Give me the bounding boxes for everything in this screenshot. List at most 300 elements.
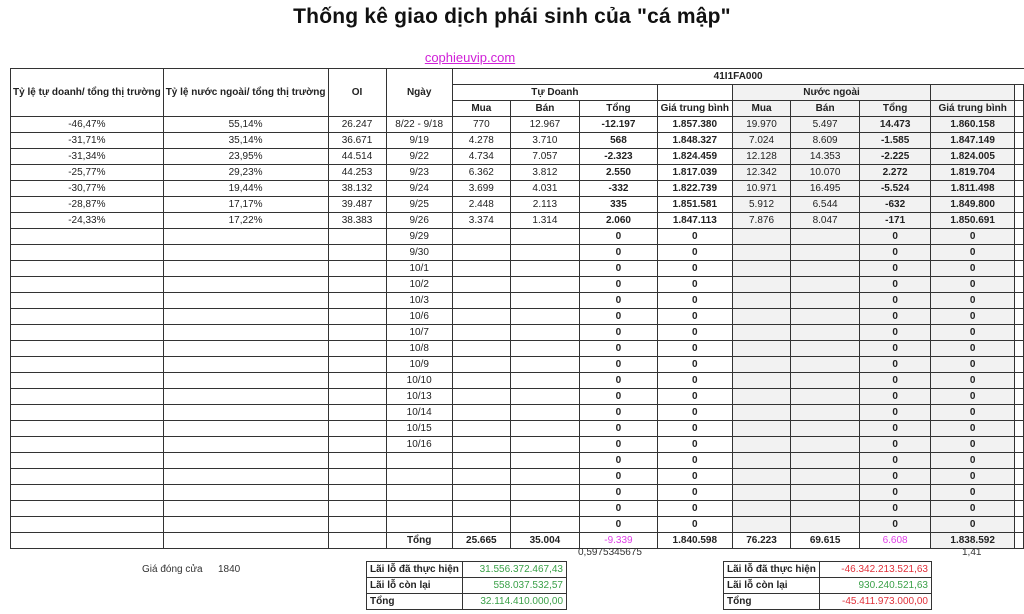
cell-date: 9/24 [386,181,452,197]
cell-prop-buy [452,357,510,373]
cell-date: 9/25 [386,197,452,213]
cell-prop-net: -12.197 [580,117,658,133]
cell-foreign-net: 0 [859,485,930,501]
cell-prop-avg: 1.817.039 [657,165,732,181]
cell-ratio-foreign [163,277,328,293]
cell-foreign-buy [732,517,791,533]
cell-oi [328,469,386,485]
pnl-prop-remaining-label: Lãi lỗ còn lại [367,578,463,594]
cell-foreign-sell: 6.544 [791,197,860,213]
cell-oi [328,341,386,357]
cell-ratio-prop: -46,47% [11,117,164,133]
cell-foreign-sell [791,341,860,357]
cell-prop-sell: 3.812 [510,165,579,181]
cell-foreign-avg: 0 [931,405,1015,421]
totals-prop-sell: 35.004 [510,533,579,549]
header-extra [1015,101,1024,117]
cell-date: 10/1 [386,261,452,277]
cell-ratio-prop [11,437,164,453]
cell-prop-avg: 0 [657,373,732,389]
cell-ratio-foreign: 19,44% [163,181,328,197]
cell-extra [1015,245,1024,261]
totals-prop-buy: 25.665 [452,533,510,549]
table-row [11,373,1024,389]
cell-oi [328,373,386,389]
pnl-prop-total-value: 32.114.410.000,00 [463,594,567,610]
cell-prop-net: 0 [580,421,658,437]
table-row [11,117,1024,133]
cell-prop-avg: 0 [657,517,732,533]
cell-prop-net: 0 [580,309,658,325]
cell-prop-sell [510,485,579,501]
cell-foreign-buy [732,421,791,437]
cell-ratio-prop: -30,77% [11,181,164,197]
cell-prop-net: 0 [580,437,658,453]
cell-extra [1015,469,1024,485]
cell-prop-net: 0 [580,277,658,293]
cell-foreign-buy [732,453,791,469]
cell-ratio-foreign: 17,22% [163,213,328,229]
cell-oi: 44.253 [328,165,386,181]
cell-prop-sell [510,421,579,437]
header-oi: OI [328,69,386,117]
cell-prop-buy [452,261,510,277]
cell-prop-avg: 0 [657,261,732,277]
cell-extra [1015,421,1024,437]
cell-prop-sell [510,309,579,325]
cell-foreign-sell: 14.353 [791,149,860,165]
pnl-foreign-realized-label: Lãi lỗ đã thực hiện [724,562,820,578]
header-prop-avg-blank [657,85,732,101]
totals-foreign-sell: 69.615 [791,533,860,549]
cell-prop-net: -332 [580,181,658,197]
cell-foreign-avg: 1.824.005 [931,149,1015,165]
cell-prop-sell: 1.314 [510,213,579,229]
cell-foreign-net: 0 [859,389,930,405]
cell-date [386,501,452,517]
cell-prop-sell: 4.031 [510,181,579,197]
cell-foreign-sell: 16.495 [791,181,860,197]
cell-foreign-sell [791,373,860,389]
cell-prop-net: 2.060 [580,213,658,229]
cell-foreign-net: 0 [859,229,930,245]
cell-foreign-net: 0 [859,325,930,341]
cell-foreign-buy [732,501,791,517]
cell-prop-buy: 6.362 [452,165,510,181]
header-foreign-sell: Bán [791,101,860,117]
cell-ratio-foreign: 35,14% [163,133,328,149]
cell-prop-sell [510,469,579,485]
cell-foreign-sell: 8.047 [791,213,860,229]
cell-prop-buy: 3.699 [452,181,510,197]
pnl-foreign-realized-value: -46.342.213.521,63 [820,562,932,578]
cell-foreign-buy: 12.128 [732,149,791,165]
cell-foreign-buy [732,261,791,277]
cell-prop-buy [452,437,510,453]
header-foreign-avg-blank [931,85,1015,101]
cell-extra [1015,261,1024,277]
cell-foreign-buy [732,469,791,485]
foreign-ratio-value: 1,41 [962,547,982,558]
cell-ratio-foreign [163,405,328,421]
cell-ratio-prop [11,277,164,293]
cell-extra [1015,309,1024,325]
cell-foreign-sell [791,501,860,517]
pnl-prop-table [366,561,567,610]
cell-prop-net: -2.323 [580,149,658,165]
cell-ratio-foreign [163,229,328,245]
cell-ratio-prop: -31,34% [11,149,164,165]
cell-foreign-sell [791,325,860,341]
cell-foreign-sell [791,277,860,293]
cell-ratio-prop [11,485,164,501]
table-row [11,293,1024,309]
cell-prop-net: 0 [580,469,658,485]
cell-prop-sell [510,229,579,245]
cell-oi: 38.132 [328,181,386,197]
header-date: Ngày [386,69,452,117]
cell-extra [1015,485,1024,501]
cell-prop-sell: 12.967 [510,117,579,133]
cell-prop-buy [452,325,510,341]
cell-oi [328,357,386,373]
cell-prop-net: 0 [580,325,658,341]
cell-prop-buy [452,389,510,405]
cell-prop-buy: 4.278 [452,133,510,149]
cell-foreign-net: 0 [859,309,930,325]
cell-ratio-prop [11,229,164,245]
cell-prop-net: 0 [580,405,658,421]
cell-prop-sell [510,293,579,309]
cell-ratio-prop [11,373,164,389]
cell-prop-buy [452,405,510,421]
cell-ratio-foreign [163,517,328,533]
cell-foreign-net: 14.473 [859,117,930,133]
cell-foreign-avg: 0 [931,245,1015,261]
cell-ratio-prop [11,357,164,373]
cell-prop-net: 0 [580,293,658,309]
cell-extra [1015,197,1024,213]
cell-foreign-buy: 19.970 [732,117,791,133]
header-ratio-foreign: Tỷ lệ nước ngoài/ tổng thị trường [163,69,328,117]
site-link[interactable]: cophieuvip.com [424,50,516,65]
cell-ratio-prop [11,453,164,469]
header-prop-sell: Bán [510,101,579,117]
cell-prop-avg: 0 [657,277,732,293]
table-row [11,421,1024,437]
cell-prop-avg: 0 [657,421,732,437]
cell-extra [1015,293,1024,309]
cell-prop-net: 0 [580,373,658,389]
cell-oi [328,405,386,421]
cell-ratio-foreign: 55,14% [163,117,328,133]
cell-foreign-sell [791,293,860,309]
pnl-prop-total-label: Tổng [367,594,463,610]
cell-oi [328,389,386,405]
cell-ratio-foreign [163,357,328,373]
cell-date [386,469,452,485]
cell-foreign-buy [732,229,791,245]
cell-prop-avg: 1.847.113 [657,213,732,229]
cell-oi [328,501,386,517]
cell-prop-avg: 1.857.380 [657,117,732,133]
table-row [11,389,1024,405]
cell-foreign-avg: 0 [931,469,1015,485]
cell-foreign-sell [791,453,860,469]
close-price-value: 1840 [218,564,241,575]
cell-foreign-sell [791,469,860,485]
cell-extra [1015,501,1024,517]
cell-foreign-avg: 0 [931,485,1015,501]
totals-row [11,533,1024,549]
cell-prop-sell [510,325,579,341]
cell-prop-avg: 1.851.581 [657,197,732,213]
cell-date: 10/15 [386,421,452,437]
cell-foreign-sell [791,437,860,453]
table-row [11,213,1024,229]
cell-prop-avg: 0 [657,437,732,453]
pnl-foreign-total-label: Tổng [724,594,820,610]
cell-foreign-buy: 10.971 [732,181,791,197]
cell-foreign-buy [732,357,791,373]
cell-prop-buy [452,373,510,389]
cell-prop-net: 0 [580,229,658,245]
cell-extra [1015,405,1024,421]
cell-prop-buy [452,485,510,501]
table-row [11,245,1024,261]
cell-foreign-sell [791,405,860,421]
cell-prop-sell: 7.057 [510,149,579,165]
cell-ratio-foreign [163,341,328,357]
cell-date: 9/23 [386,165,452,181]
cell-extra [1015,389,1024,405]
cell-prop-avg: 0 [657,501,732,517]
cell-prop-sell [510,277,579,293]
table-row [11,165,1024,181]
cell-foreign-avg: 1.850.691 [931,213,1015,229]
totals-label: Tổng [386,533,452,549]
cell-foreign-net: 0 [859,437,930,453]
table-row [11,197,1024,213]
cell-foreign-sell: 8.609 [791,133,860,149]
table-row [11,405,1024,421]
cell-foreign-buy [732,389,791,405]
cell-foreign-avg: 0 [931,293,1015,309]
cell-foreign-buy [732,437,791,453]
cell-prop-avg: 1.824.459 [657,149,732,165]
pnl-prop-remaining-value: 558.037.532,57 [463,578,567,594]
header-contract-code: 41I1FA000 [452,69,1023,85]
cell-date [386,485,452,501]
cell-foreign-sell [791,389,860,405]
cell-foreign-sell [791,421,860,437]
cell-prop-sell: 3.710 [510,133,579,149]
header-extra-blank [1015,85,1024,101]
cell-prop-buy [452,229,510,245]
cell-prop-buy [452,421,510,437]
cell-extra [1015,165,1024,181]
table-row [11,149,1024,165]
cell-prop-avg: 0 [657,485,732,501]
cell-extra [1015,149,1024,165]
cell-foreign-net: 0 [859,261,930,277]
cell-ratio-prop [11,421,164,437]
cell-prop-buy [452,453,510,469]
cell-oi: 44.514 [328,149,386,165]
cell-prop-buy [452,309,510,325]
cell-extra [1015,453,1024,469]
cell-ratio-prop [11,245,164,261]
cell-ratio-foreign [163,245,328,261]
cell-foreign-sell [791,357,860,373]
derivatives-table [10,68,1024,549]
cell-foreign-avg: 0 [931,357,1015,373]
header-prop-avg: Giá trung bình [657,101,732,117]
cell-extra [1015,133,1024,149]
cell-prop-buy [452,517,510,533]
cell-foreign-avg: 1.860.158 [931,117,1015,133]
cell-ratio-prop: -28,87% [11,197,164,213]
cell-foreign-sell: 10.070 [791,165,860,181]
cell-foreign-avg: 0 [931,389,1015,405]
cell-extra [1015,517,1024,533]
cell-prop-net: 0 [580,261,658,277]
cell-foreign-net: 0 [859,421,930,437]
cell-foreign-sell [791,517,860,533]
cell-ratio-foreign: 29,23% [163,165,328,181]
table-row [11,133,1024,149]
cell-foreign-buy: 7.024 [732,133,791,149]
cell-oi: 26.247 [328,117,386,133]
totals-foreign-buy: 76.223 [732,533,791,549]
cell-foreign-net: 0 [859,405,930,421]
cell-prop-net: 0 [580,453,658,469]
cell-foreign-avg: 0 [931,501,1015,517]
cell-oi [328,309,386,325]
table-row [11,325,1024,341]
table-row [11,277,1024,293]
cell-date [386,517,452,533]
cell-prop-buy [452,501,510,517]
cell-foreign-buy [732,309,791,325]
table-row [11,517,1024,533]
cell-prop-net: 0 [580,389,658,405]
cell-ratio-prop [11,341,164,357]
cell-prop-avg: 0 [657,309,732,325]
cell-date: 9/19 [386,133,452,149]
cell-foreign-sell: 5.497 [791,117,860,133]
cell-prop-sell [510,437,579,453]
cell-foreign-sell [791,245,860,261]
cell-ratio-foreign: 23,95% [163,149,328,165]
cell-prop-avg: 0 [657,245,732,261]
cell-prop-net: 568 [580,133,658,149]
cell-prop-net: 2.550 [580,165,658,181]
prop-ratio-value: 0,5975345675 [578,547,642,558]
cell-oi [328,453,386,469]
cell-prop-sell [510,357,579,373]
cell-extra [1015,325,1024,341]
table-row [11,357,1024,373]
cell-foreign-net: -632 [859,197,930,213]
cell-prop-sell [510,341,579,357]
cell-foreign-buy [732,341,791,357]
cell-prop-buy: 3.374 [452,213,510,229]
cell-foreign-avg: 0 [931,229,1015,245]
cell-prop-sell [510,517,579,533]
cell-foreign-sell [791,261,860,277]
cell-prop-net: 0 [580,357,658,373]
header-foreign-avg: Giá trung bình [931,101,1015,117]
cell-oi [328,517,386,533]
cell-prop-avg: 0 [657,389,732,405]
pnl-foreign-remaining-label: Lãi lỗ còn lại [724,578,820,594]
cell-date [386,453,452,469]
cell-ratio-prop [11,469,164,485]
cell-foreign-buy [732,293,791,309]
table-row [11,501,1024,517]
cell-oi: 36.671 [328,133,386,149]
cell-prop-net: 0 [580,485,658,501]
cell-date: 10/16 [386,437,452,453]
header-prop-net: Tổng [580,101,658,117]
cell-date: 9/30 [386,245,452,261]
cell-foreign-avg: 1.811.498 [931,181,1015,197]
cell-foreign-net: 0 [859,517,930,533]
cell-prop-buy: 2.448 [452,197,510,213]
cell-foreign-net: 0 [859,341,930,357]
cell-prop-net: 0 [580,501,658,517]
cell-foreign-sell [791,229,860,245]
cell-ratio-foreign [163,293,328,309]
cell-prop-buy [452,277,510,293]
cell-prop-avg: 0 [657,453,732,469]
cell-extra [1015,373,1024,389]
cell-date: 10/7 [386,325,452,341]
table-row [11,341,1024,357]
totals-foreign-net: 6.608 [859,533,930,549]
cell-foreign-buy: 5.912 [732,197,791,213]
cell-prop-sell [510,389,579,405]
header-prop-group: Tự Doanh [452,85,657,101]
totals-prop-net: -9.339 [580,533,658,549]
cell-oi [328,293,386,309]
header-prop-buy: Mua [452,101,510,117]
cell-prop-net: 0 [580,341,658,357]
cell-prop-sell [510,245,579,261]
cell-prop-buy: 770 [452,117,510,133]
cell-foreign-net: 0 [859,501,930,517]
cell-prop-sell [510,453,579,469]
cell-ratio-prop [11,309,164,325]
cell-foreign-net: 0 [859,469,930,485]
cell-foreign-buy: 7.876 [732,213,791,229]
pnl-prop-realized-value: 31.556.372.467,43 [463,562,567,578]
cell-prop-net: 0 [580,517,658,533]
cell-foreign-avg: 0 [931,325,1015,341]
header-ratio-prop: Tỷ lệ tự doanh/ tổng thị trường [11,69,164,117]
cell-date: 10/8 [386,341,452,357]
cell-foreign-net: 0 [859,357,930,373]
cell-foreign-net: 0 [859,373,930,389]
cell-prop-avg: 0 [657,357,732,373]
cell-extra [1015,117,1024,133]
cell-prop-buy [452,245,510,261]
cell-foreign-net: 0 [859,453,930,469]
header-foreign-group: Nước ngoài [732,85,931,101]
cell-foreign-buy [732,325,791,341]
cell-ratio-foreign [163,437,328,453]
